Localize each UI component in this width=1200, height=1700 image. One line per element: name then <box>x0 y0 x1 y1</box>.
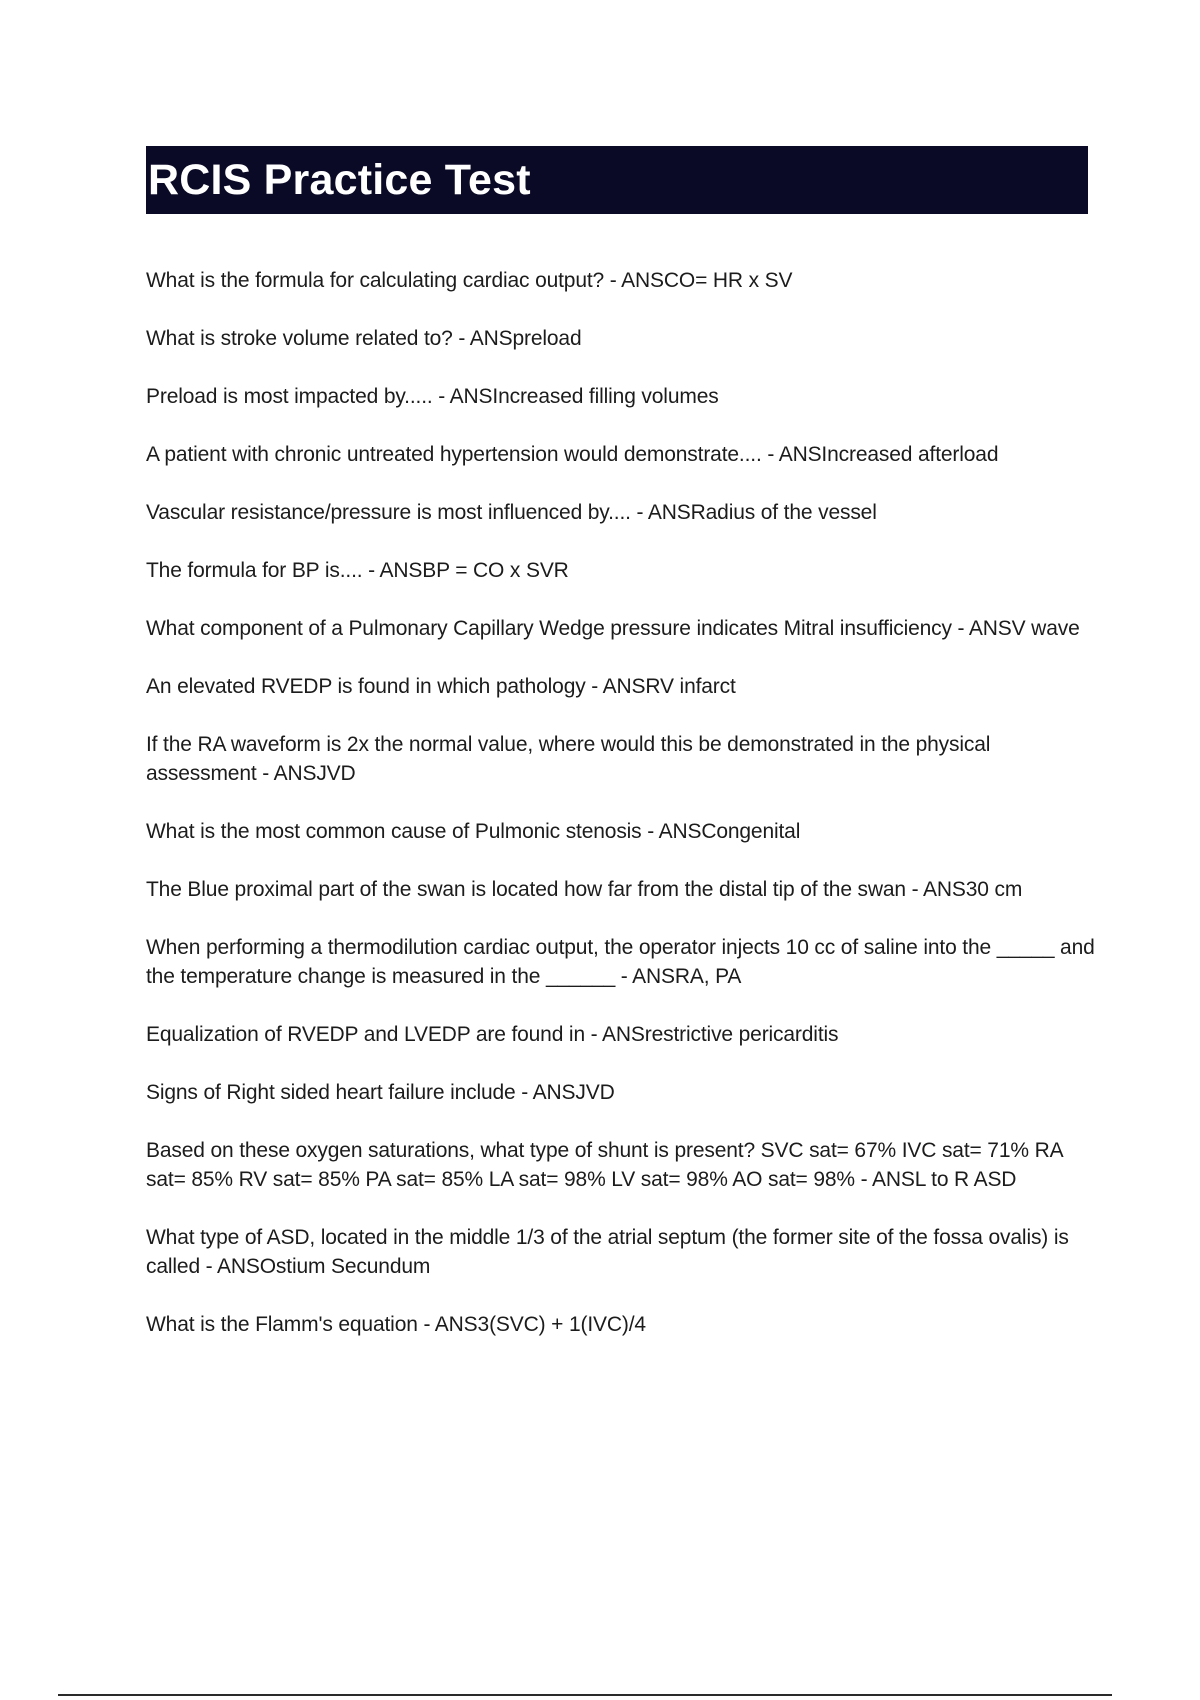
qa-item: The Blue proximal part of the swan is located how far from the distal tip of the swan - ANS30 cm <box>146 878 1023 901</box>
qa-item: What component of a Pulmonary Capillary Wedge pressure indicates Mitral insufficiency - ANSV wave <box>146 617 1080 640</box>
qa-item: Preload is most impacted by..... - ANSIncreased filling volumes <box>146 385 719 408</box>
page-title: RCIS Practice Test <box>148 156 531 204</box>
qa-item: What type of ASD, located in the middle 1/3 of the atrial septum (the former site of the fossa ovalis) is called - ANSOstium Secundum <box>146 1226 1069 1278</box>
qa-item: What is stroke volume related to? - ANSpreload <box>146 327 582 350</box>
qa-item: If the RA waveform is 2x the normal value, where would this be demonstrated in the physical assessment - ANSJVD <box>146 733 991 785</box>
qa-item: Equalization of RVEDP and LVEDP are found in - ANSrestrictive pericarditis <box>146 1023 839 1046</box>
qa-item: What is the formula for calculating cardiac output? - ANSCO= HR x SV <box>146 269 793 292</box>
qa-item: What is the most common cause of Pulmonic stenosis - ANSCongenital <box>146 820 801 843</box>
footer-divider <box>58 1694 1112 1696</box>
question-answer-list <box>146 266 1096 1368</box>
qa-item: A patient with chronic untreated hypertension would demonstrate.... - ANSIncreased afterload <box>146 443 999 466</box>
qa-item: An elevated RVEDP is found in which pathology - ANSRV infarct <box>146 675 736 698</box>
qa-item: Based on these oxygen saturations, what type of shunt is present? SVC sat= 67% IVC sat= 71% RA sat= 85% RV sat= 85% PA sat= 85% LA sat= 98% LV sat= 98% AO sat= 98% - ANSL to R ASD <box>146 1139 1063 1191</box>
qa-item: The formula for BP is.... - ANSBP = CO x SVR <box>146 559 569 582</box>
qa-item: Signs of Right sided heart failure include - ANSJVD <box>146 1081 615 1104</box>
title-banner <box>146 146 1088 214</box>
qa-item: What is the Flamm's equation - ANS3(SVC) + 1(IVC)/4 <box>146 1313 646 1336</box>
qa-item: When performing a thermodilution cardiac output, the operator injects 10 cc of saline into the _____ and the temperature change is measured in the ______ - ANSRA, PA <box>146 936 1095 988</box>
qa-item: Vascular resistance/pressure is most influenced by.... - ANSRadius of the vessel <box>146 501 877 524</box>
